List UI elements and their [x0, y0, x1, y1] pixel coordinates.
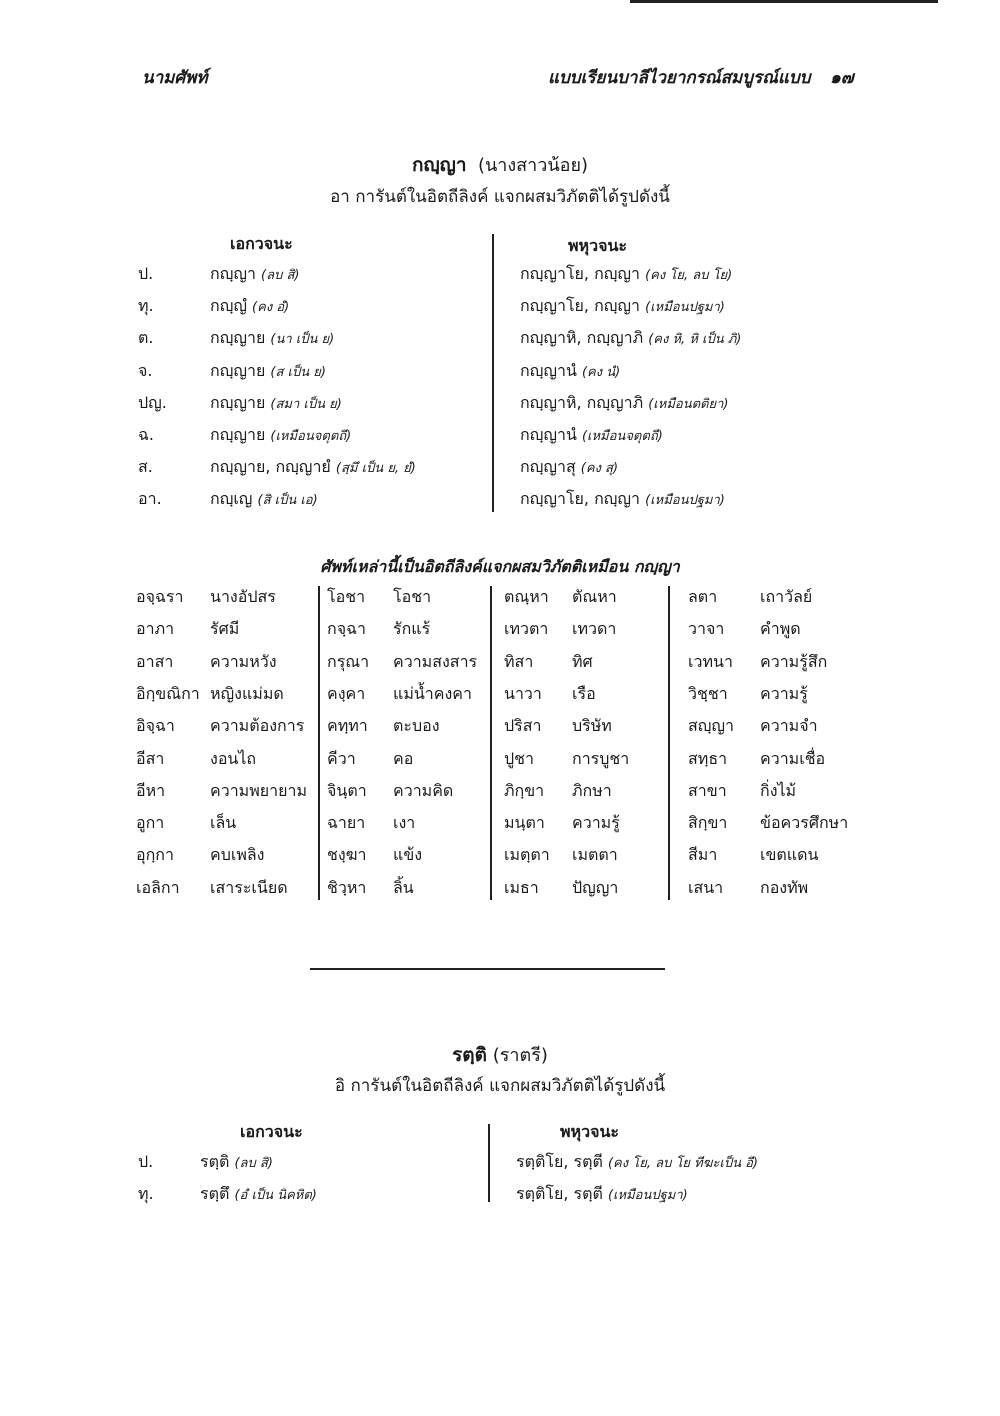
pali-word: อาสา — [136, 652, 174, 671]
plural-note: (คง โย, ลบ โย ทีฆะเป็น อี) — [607, 1156, 758, 1171]
case-abbrev: ป. — [138, 1152, 154, 1171]
pali-word: จินฺตา — [327, 781, 367, 800]
pali-word: สีมา — [688, 845, 718, 864]
thai-meaning: แข้ง — [393, 845, 423, 864]
thai-meaning: ตัณหา — [572, 587, 617, 606]
pali-word: ภิกฺขา — [504, 781, 545, 800]
thai-meaning: งอนไถ — [210, 749, 257, 768]
plural-cell — [520, 294, 725, 319]
section1-case-row — [0, 423, 1000, 453]
thai-meaning: เทวดา — [572, 619, 617, 638]
plural-form: รตฺติโย, รตฺตี — [516, 1184, 603, 1203]
case-abbrev: อา. — [138, 489, 162, 508]
plural-cell — [516, 1150, 758, 1175]
section2-plural-header: พหุวจนะ — [560, 1122, 619, 1141]
plural-form: กญฺญาโย, กญฺญา — [520, 489, 641, 508]
pali-word: อีหา — [136, 781, 166, 800]
wordlist-row — [0, 811, 1000, 841]
pali-word: วาจา — [688, 619, 725, 638]
singular-cell — [210, 359, 326, 384]
wordlist-row — [0, 585, 1000, 615]
section1-case-row — [0, 262, 1000, 292]
thai-meaning: ความต้องการ — [210, 716, 305, 735]
singular-form: กญฺญาย — [210, 361, 266, 380]
page-number: ๑๗ — [830, 68, 854, 88]
singular-cell — [210, 391, 342, 416]
pali-word: อีสา — [136, 749, 165, 768]
wordlist-row — [0, 650, 1000, 680]
section2-word: รตฺติ — [452, 1044, 487, 1066]
case-abbrev: ส. — [138, 457, 153, 476]
section1-case-row — [0, 455, 1000, 485]
thai-meaning: เล็น — [210, 813, 237, 832]
section1-title — [0, 150, 1000, 180]
singular-form: กญฺญา — [210, 264, 256, 283]
section1-case-row — [0, 294, 1000, 324]
wordlist-row — [0, 747, 1000, 777]
thai-meaning: คำพูด — [760, 619, 801, 638]
singular-form: กญฺญาย, กญฺญายํ — [210, 457, 331, 476]
pali-word: เมตฺตา — [504, 845, 550, 864]
plural-form: กญฺญานํ — [520, 361, 577, 380]
thai-meaning: นางอัปสร — [210, 587, 276, 606]
thai-meaning: เขตแดน — [760, 845, 819, 864]
thai-meaning: หญิงแม่มด — [210, 684, 284, 703]
thai-meaning: ข้อควรศึกษา — [760, 813, 849, 832]
singular-form: รตฺตึ — [200, 1184, 230, 1203]
singular-form: กญฺญาย — [210, 328, 266, 347]
plural-cell — [520, 487, 725, 512]
thai-meaning: ทิศ — [572, 652, 593, 671]
pali-word: อิกฺขณิกา — [136, 684, 200, 703]
thai-meaning: บริษัท — [572, 716, 612, 735]
pali-word: ปริสา — [504, 716, 542, 735]
thai-meaning: ภิกษา — [572, 781, 612, 800]
pali-word: เทวตา — [504, 619, 549, 638]
section1-case-row — [0, 487, 1000, 517]
thai-meaning: ปัญญา — [572, 878, 619, 897]
plural-note: (เหมือนปฐมา) — [607, 1188, 688, 1203]
singular-note: (สิ เป็น เอ) — [257, 493, 318, 508]
plural-note: (คง นํ) — [581, 365, 621, 380]
singular-note: (คง อํ) — [252, 300, 290, 315]
plural-note: (เหมือนปฐมา) — [645, 493, 725, 508]
thai-meaning: โอชา — [393, 587, 432, 606]
plural-form: กญฺญาโย, กญฺญา — [520, 264, 641, 283]
thai-meaning: ตะบอง — [393, 716, 440, 735]
pali-word: นาวา — [504, 684, 542, 703]
thai-meaning: รักแร้ — [393, 619, 431, 638]
section1-case-row — [0, 326, 1000, 356]
wordlist-title: ศัพท์เหล่านี้เป็นอิตถีลิงค์แจกผสมวิภัตติเหมือน กญฺญา — [320, 557, 680, 576]
plural-note: (คง โย, ลบ โย) — [645, 268, 733, 283]
wordlist-row — [0, 843, 1000, 873]
pali-word: อูกา — [136, 813, 165, 832]
thai-meaning: ความคิด — [393, 781, 454, 800]
thai-meaning: เรือ — [572, 684, 596, 703]
pali-word: ทิสา — [504, 652, 534, 671]
singular-cell — [210, 262, 299, 287]
section2-meaning: (ราตรี) — [492, 1045, 548, 1066]
thai-meaning: เมตตา — [572, 845, 618, 864]
singular-form: กญฺเญ — [210, 489, 253, 508]
pali-word: ชิวฺหา — [327, 878, 367, 897]
section1-case-row — [0, 391, 1000, 421]
singular-note: (เหมือนจตุตถี) — [270, 429, 352, 444]
case-abbrev: ทุ. — [138, 1184, 154, 1203]
plural-note: (คง หิ, หิ เป็น ภิ) — [648, 332, 742, 347]
thai-meaning: กิ่งไม้ — [760, 781, 797, 800]
top-border-rule — [630, 0, 938, 3]
plural-cell — [520, 423, 663, 448]
section2-singular-header: เอกวจนะ — [240, 1122, 303, 1141]
running-header-left: นามศัพท์ — [142, 68, 208, 88]
wordlist-row — [0, 682, 1000, 712]
singular-note: (ลบ สิ) — [261, 268, 300, 283]
pali-word: อาภา — [136, 619, 175, 638]
singular-form: รตฺติ — [200, 1152, 230, 1171]
plural-form: กญฺญาสุ — [520, 457, 576, 476]
plural-note: (เหมือนปฐมา) — [645, 300, 725, 315]
plural-cell — [520, 262, 732, 287]
singular-cell — [210, 294, 289, 319]
pali-word: วิชฺชา — [688, 684, 728, 703]
thai-meaning: ความสงสาร — [393, 652, 478, 671]
plural-note: (เหมือนตติยา) — [648, 397, 729, 412]
singular-note: (ลบ สิ) — [234, 1156, 273, 1171]
thai-meaning: ความรู้สึก — [760, 652, 828, 671]
pali-word: คงฺคา — [327, 684, 366, 703]
pali-word: สทฺธา — [688, 749, 728, 768]
case-abbrev: จ. — [138, 361, 153, 380]
plural-form: กญฺญานํ — [520, 425, 577, 444]
pali-word: กจฺฉา — [327, 619, 366, 638]
pali-word: ฉายา — [327, 813, 366, 832]
thai-meaning: ลิ้น — [393, 878, 414, 897]
pali-word: มนฺตา — [504, 813, 545, 832]
singular-form: กญฺญํ — [210, 296, 247, 315]
running-header-right: แบบเรียนบาลีไวยากรณ์สมบูรณ์แบบ — [548, 68, 811, 88]
case-abbrev: ป. — [138, 264, 154, 283]
thai-meaning: รัศมี — [210, 619, 240, 638]
section1-plural-header: พหุวจนะ — [568, 236, 627, 255]
pali-word: ลตา — [688, 587, 718, 606]
plural-note: (เหมือนจตุตถี) — [581, 429, 663, 444]
plural-form: กญฺญาหิ, กญฺญาภิ — [520, 328, 644, 347]
singular-note: (ส เป็น ย) — [270, 365, 326, 380]
plural-cell — [520, 326, 741, 351]
pali-word: สิกฺขา — [688, 813, 728, 832]
singular-note: (นา เป็น ย) — [270, 332, 335, 347]
pali-word: โอชา — [327, 587, 366, 606]
plural-cell — [520, 455, 618, 480]
thai-meaning: กองทัพ — [760, 878, 809, 897]
section1-singular-header: เอกวจนะ — [230, 234, 293, 253]
pali-word: ชงฺฆา — [327, 845, 367, 864]
singular-cell — [200, 1150, 273, 1175]
section1-word: กญฺญา — [411, 154, 467, 176]
singular-cell — [210, 455, 416, 480]
pali-word: สญฺญา — [688, 716, 735, 735]
plural-cell — [520, 359, 620, 384]
plural-form: กญฺญาหิ, กญฺญาภิ — [520, 393, 644, 412]
pali-word: กรุณา — [327, 652, 370, 671]
case-abbrev: ฉ. — [138, 425, 154, 444]
pali-word: คีวา — [327, 749, 356, 768]
thai-meaning: ความจำ — [760, 716, 818, 735]
pali-word: ตณฺหา — [504, 587, 549, 606]
wordlist-row — [0, 876, 1000, 906]
singular-form: กญฺญาย — [210, 425, 266, 444]
singular-cell — [210, 423, 351, 448]
pali-word: ปูชา — [504, 749, 534, 768]
thai-meaning: ความเชื่อ — [760, 749, 826, 768]
pali-word: เอลิกา — [136, 878, 180, 897]
singular-cell — [210, 487, 318, 512]
pali-word: อิจฺฉา — [136, 716, 175, 735]
singular-note: (สมา เป็น ย) — [270, 397, 342, 412]
plural-cell — [520, 391, 728, 416]
thai-meaning: คอ — [393, 749, 414, 768]
thai-meaning: คบเพลิง — [210, 845, 265, 864]
pali-word: สาขา — [688, 781, 727, 800]
pali-word: เสนา — [688, 878, 724, 897]
thai-meaning: เถาวัลย์ — [760, 587, 813, 606]
thai-meaning: ความหวัง — [210, 652, 277, 671]
pali-word: อจฺฉรา — [136, 587, 184, 606]
section1-meaning: (นางสาวน้อย) — [477, 155, 589, 176]
pali-word: อุกฺกา — [136, 845, 174, 864]
plural-form: รตฺติโย, รตฺตี — [516, 1152, 603, 1171]
section1-case-row — [0, 359, 1000, 389]
thai-meaning: เงา — [393, 813, 416, 832]
case-abbrev: ต. — [138, 328, 154, 347]
pali-word: คทฺทา — [327, 716, 368, 735]
singular-note: (สฺมึ เป็น ย, ยํ) — [335, 461, 416, 476]
case-abbrev: ปญ. — [138, 393, 167, 412]
thai-meaning: แม่น้ำคงคา — [393, 684, 472, 703]
thai-meaning: เสาระเนียด — [210, 878, 288, 897]
plural-form: กญฺญาโย, กญฺญา — [520, 296, 641, 315]
thai-meaning: ความรู้ — [760, 684, 808, 703]
section2-case-row — [0, 1150, 1000, 1180]
singular-cell — [210, 326, 334, 351]
singular-note: (อํ เป็น นิคหิต) — [234, 1188, 317, 1203]
thai-meaning: ความรู้ — [572, 813, 620, 832]
wordlist-row — [0, 617, 1000, 647]
singular-form: กญฺญาย — [210, 393, 266, 412]
section2-subtitle: อิ การันต์ในอิตถีลิงค์ แจกผสมวิภัตติได้รูปดังนี้ — [334, 1076, 666, 1096]
plural-cell — [516, 1182, 688, 1207]
section2-case-row — [0, 1182, 1000, 1212]
plural-note: (คง สุ) — [580, 461, 619, 476]
thai-meaning: ความพยายาม — [210, 781, 308, 800]
wordlist-row — [0, 714, 1000, 744]
pali-word: เมธา — [504, 878, 539, 897]
section-separator-rule — [310, 968, 665, 970]
section1-subtitle: อา การันต์ในอิตถีลิงค์ แจกผสมวิภัตติได้รูปดังนี้ — [330, 187, 670, 207]
wordlist-row — [0, 779, 1000, 809]
thai-meaning: การบูชา — [572, 749, 630, 768]
pali-word: เวทนา — [688, 652, 733, 671]
singular-cell — [200, 1182, 317, 1207]
section2-title — [0, 1040, 1000, 1070]
case-abbrev: ทุ. — [138, 296, 154, 315]
